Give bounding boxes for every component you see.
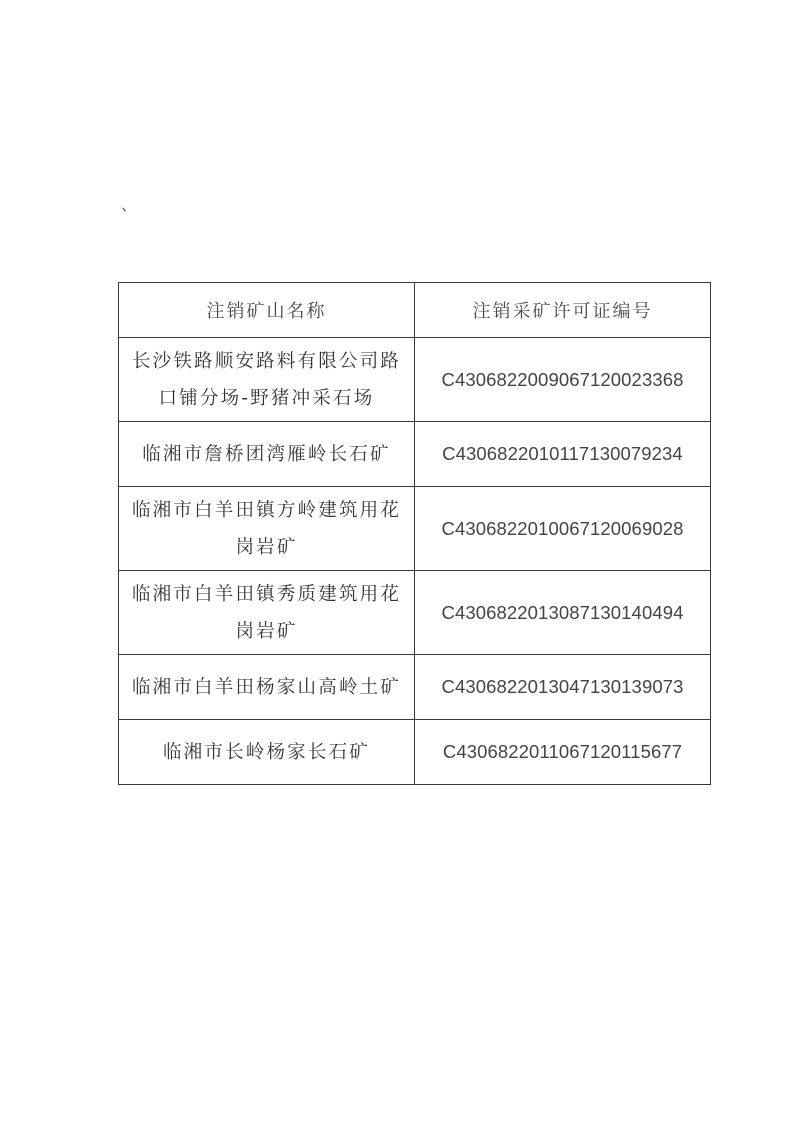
license-number-cell: C4306822013087130140494 [415,571,711,655]
license-number-cell: C4306822010067120069028 [415,487,711,571]
license-number-cell: C4306822010117130079234 [415,422,711,487]
mine-name-cell: 临湘市詹桥团湾雁岭长石矿 [119,422,415,487]
table-row [119,422,711,487]
table-row [119,720,711,785]
license-number-cell: C4306822013047130139073 [415,655,711,720]
table-row [119,655,711,720]
mine-name-cell: 临湘市白羊田杨家山高岭土矿 [119,655,415,720]
mine-name-cell: 临湘市白羊田镇秀质建筑用花岗岩矿 [119,571,415,655]
table-row [119,487,711,571]
mine-name-cell: 长沙铁路顺安路料有限公司路口铺分场-野猪冲采石场 [119,338,415,422]
cancelled-mines-table [118,282,711,785]
table-row [119,571,711,655]
mine-name-cell: 临湘市长岭杨家长石矿 [119,720,415,785]
table-row [119,338,711,422]
license-number-cell: C4306822009067120023368 [415,338,711,422]
table-header-row [119,283,711,338]
license-number-cell: C4306822011067120115677 [415,720,711,785]
header-mine-name: 注销矿山名称 [119,283,415,338]
mine-name-cell: 临湘市白羊田镇方岭建筑用花岗岩矿 [119,487,415,571]
header-license-number: 注销采矿许可证编号 [415,283,711,338]
punctuation-mark: 、 [121,195,138,214]
